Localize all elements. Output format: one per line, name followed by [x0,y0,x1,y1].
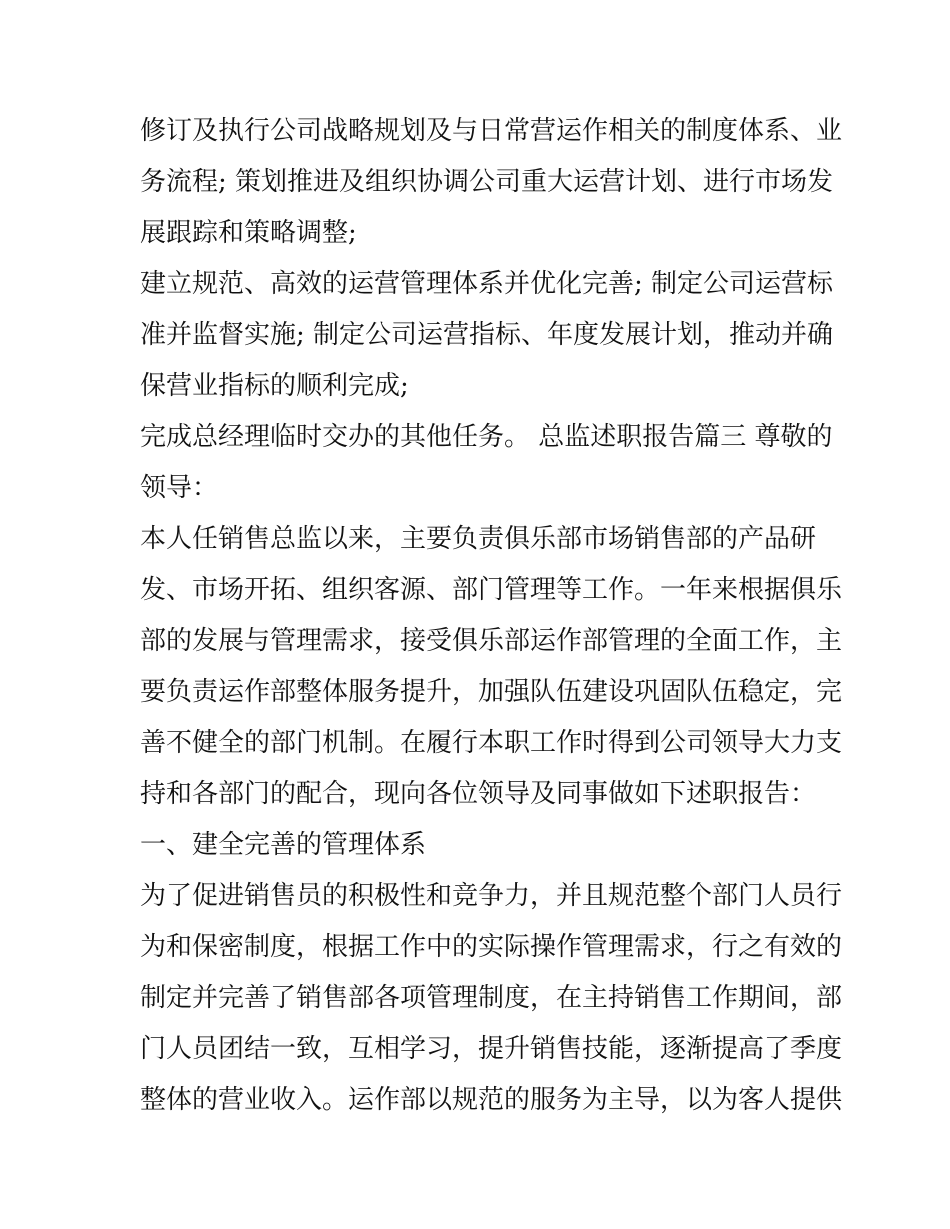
text-line: 修订及执行公司战略规划及与日常营运作相关的制度体系、业 [140,116,843,146]
text-line: 持和各部门的配合，现向各位领导及同事做如下述职报告： [140,779,817,809]
text-line: 展跟踪和策略调整; [140,218,357,248]
text-line: 要负责运作部整体服务提升，加强队伍建设巩固队伍稳定，完 [140,677,843,707]
text-line: 门人员团结一致，互相学习，提升销售技能，逐渐提高了季度 [140,1034,843,1064]
text-line: 制定并完善了销售部各项管理制度，在主持销售工作期间，部 [140,983,843,1013]
text-line: 整体的营业收入。运作部以规范的服务为主导，以为客人提供 [140,1085,843,1115]
text-line: 建立规范、高效的运营管理体系并优化完善; 制定公司运营标 [140,269,834,299]
text-line: 本人任销售总监以来，主要负责俱乐部市场销售部的产品研 [140,524,817,554]
text-line: 发、市场开拓、组织客源、部门管理等工作。一年来根据俱乐 [140,575,843,605]
document-body [140,106,843,1126]
text-line: 准并监督实施; 制定公司运营指标、年度发展计划，推动并确 [140,320,834,350]
text-line: 保营业指标的顺利完成; [140,371,409,401]
text-line: 完成总经理临时交办的其他任务。 总监述职报告篇三 尊敬的 [140,422,833,452]
text-line: 为了促进销售员的积极性和竞争力，并且规范整个部门人员行 [140,881,843,911]
text-line: 部的发展与管理需求，接受俱乐部运作部管理的全面工作，主 [140,626,843,656]
section-heading: 一、建全完善的管理体系 [140,830,427,860]
text-line: 为和保密制度，根据工作中的实际操作管理需求，行之有效的 [140,932,843,962]
text-line: 务流程; 策划推进及组织协调公司重大运营计划、进行市场发 [140,167,834,197]
text-line: 领导： [140,473,219,503]
text-line: 善不健全的部门机制。在履行本职工作时得到公司领导大力支 [140,728,843,758]
